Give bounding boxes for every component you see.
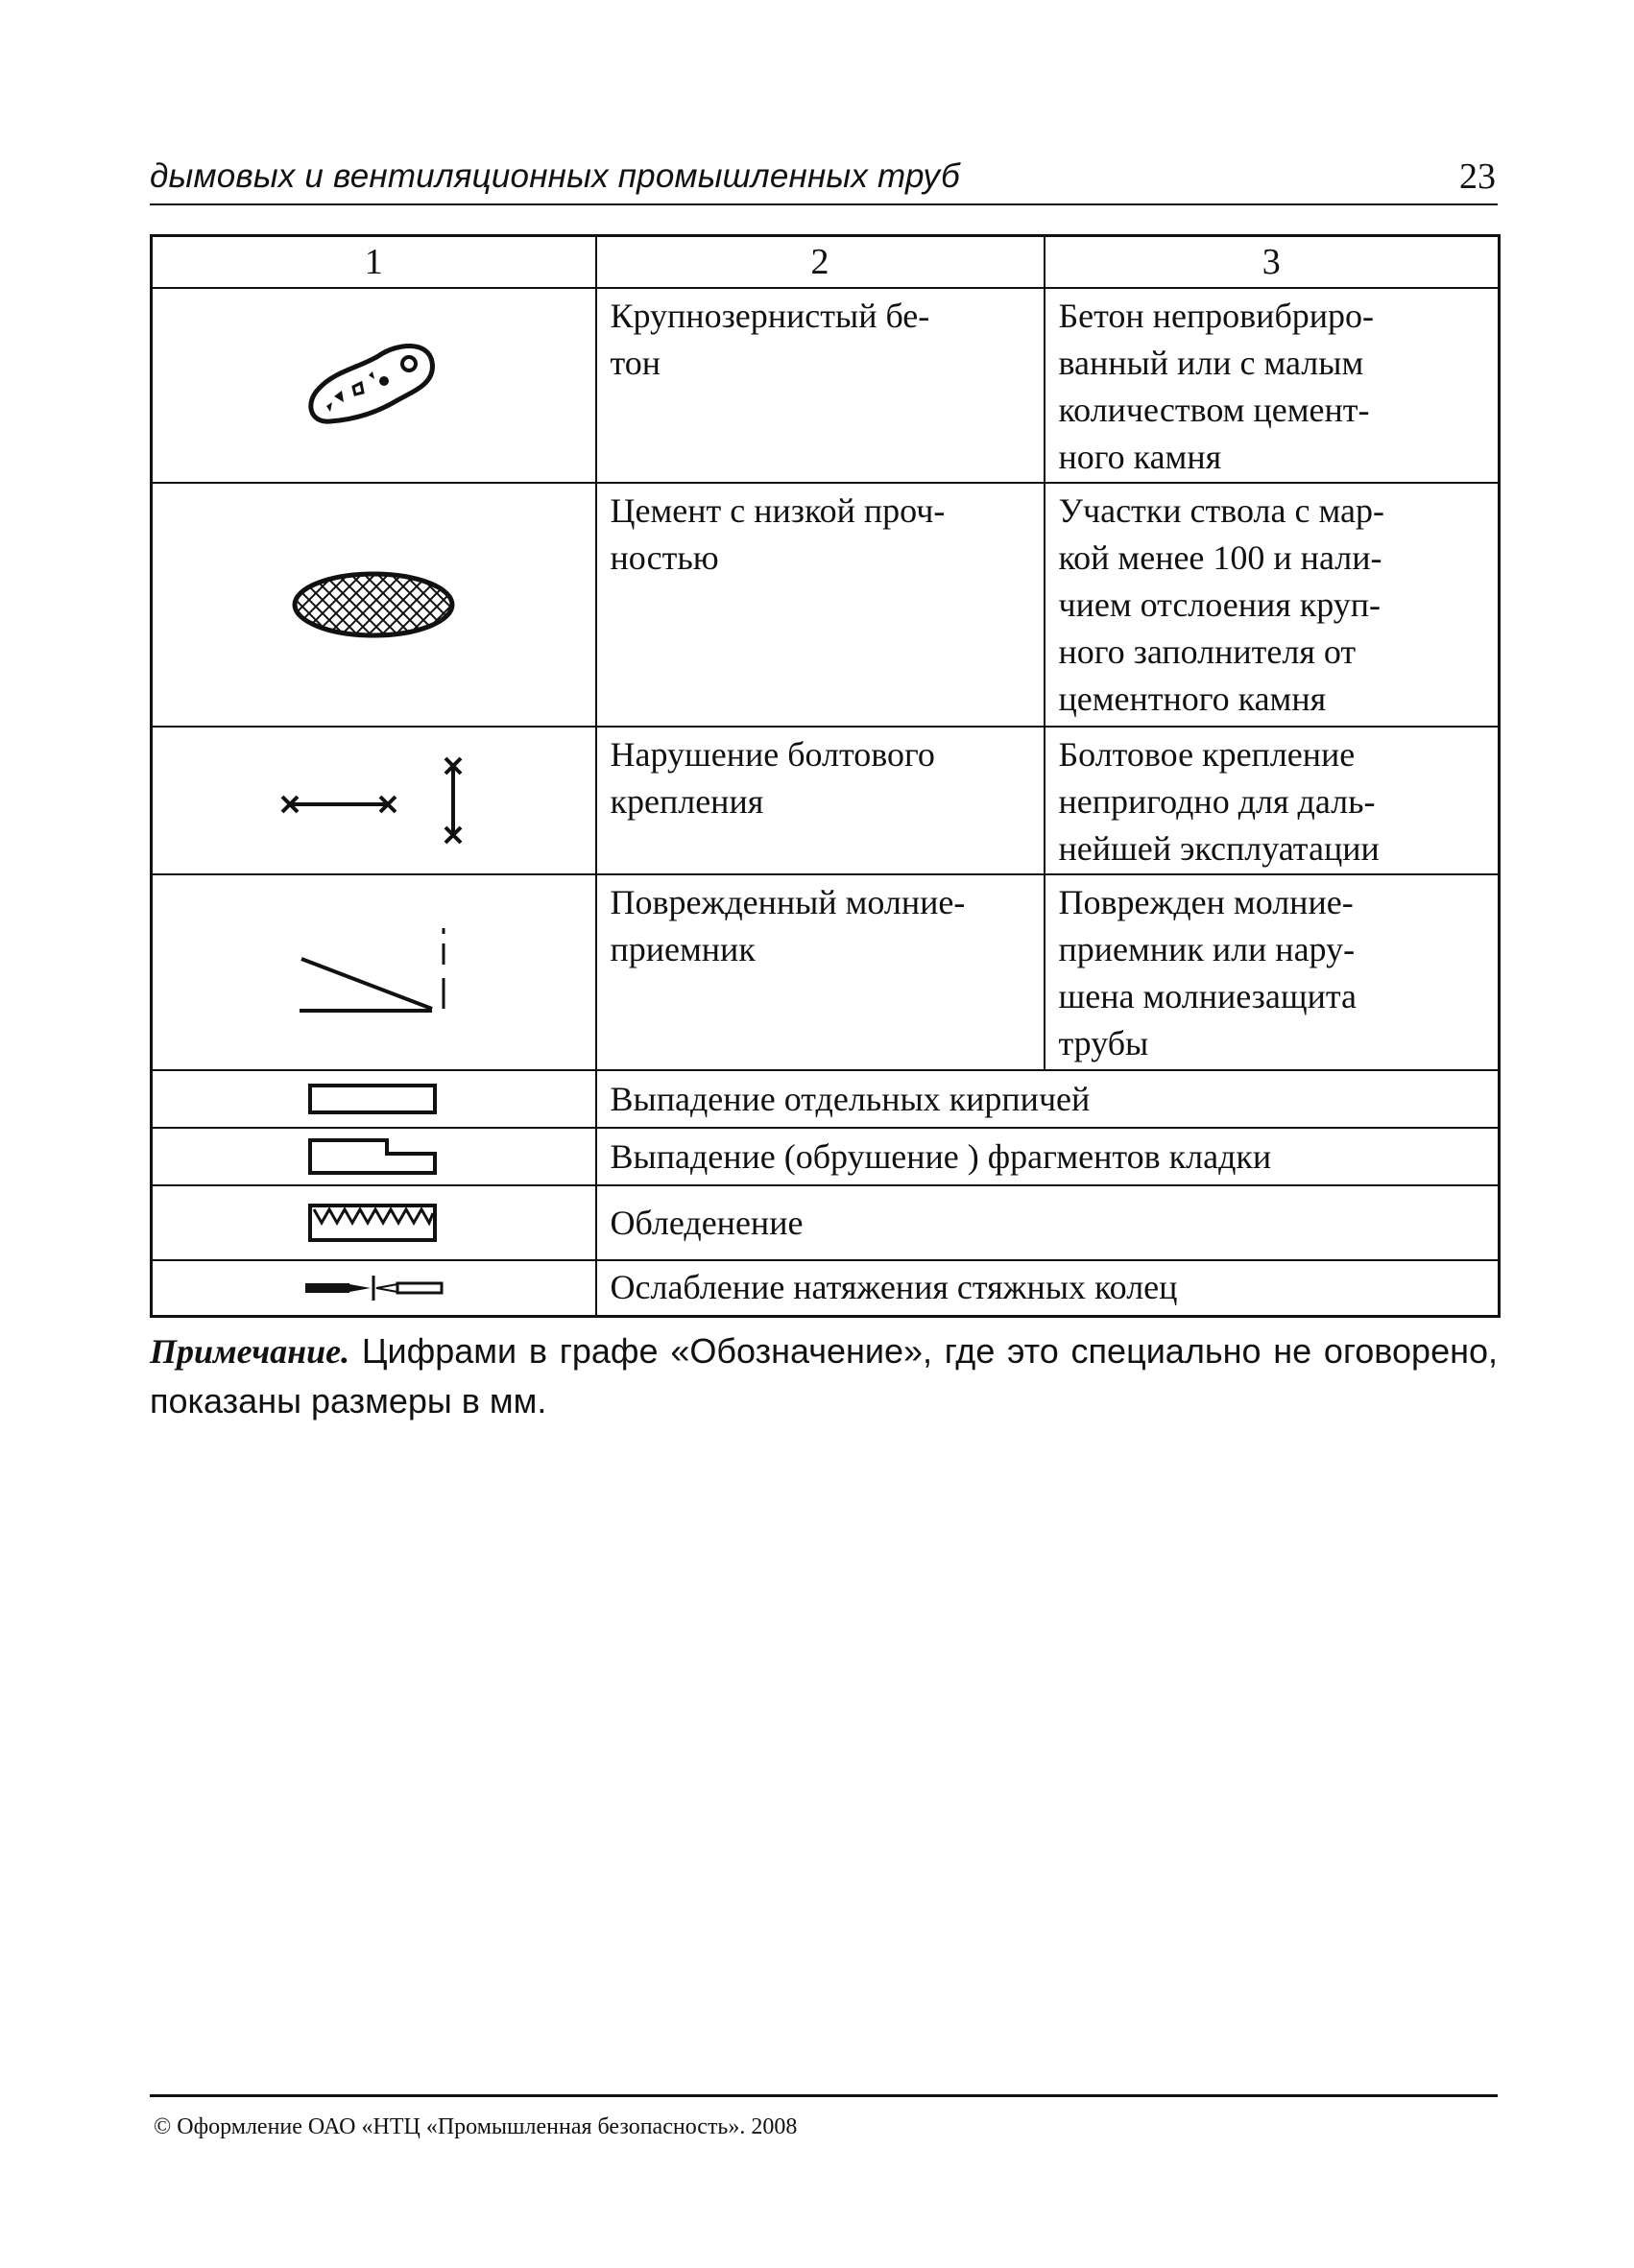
wide-text-cell: [596, 1128, 1500, 1185]
table-header-row: [152, 236, 1500, 289]
symbol-text: Обледенение: [610, 1203, 804, 1242]
table-row: [152, 727, 1500, 874]
damaged-lightning-rod-icon: [292, 924, 455, 1020]
symbol-description: Участки ствола с мар- кой менее 100 и нали- чием отслоения круп- ного заполнителя от цементного камня: [1058, 491, 1384, 718]
table-row: [152, 1260, 1500, 1316]
symbol-cell: [152, 288, 596, 483]
icing-icon: [306, 1200, 441, 1246]
symbol-cell: [152, 1185, 596, 1260]
low-strength-cement-icon: [289, 566, 458, 643]
symbol-name: Поврежденный молние- приемник: [610, 883, 966, 968]
symbol-name: Крупнозернистый бе- тон: [610, 297, 930, 382]
table-row: [152, 1185, 1500, 1260]
symbol-text: Выпадение (обрушение ) фрагментов кладки: [610, 1136, 1272, 1176]
symbol-name: Цемент с низкой проч- ностью: [610, 491, 946, 577]
running-title: дымовых и вентиляционных промышленных труб: [150, 157, 960, 195]
symbol-cell: [152, 1128, 596, 1185]
symbol-cell: [152, 1260, 596, 1316]
description-cell: [1045, 727, 1500, 874]
page-header: [150, 152, 1498, 205]
wide-text-cell: [596, 1070, 1500, 1128]
symbol-cell: [152, 874, 596, 1070]
page-footer: [150, 2094, 1498, 2139]
symbol-description: Поврежден молние- приемник или нару- шена молниезащита трубы: [1058, 883, 1357, 1062]
symbol-cell: [152, 1070, 596, 1128]
wide-text-cell: [596, 1260, 1500, 1316]
table-row: [152, 483, 1500, 727]
ring-tension-loss-icon: [301, 1274, 445, 1302]
table-row: [152, 874, 1500, 1070]
note-text: Цифрами в графе «Обозначение», где это специально не оговорено, показаны размеры в мм.: [150, 1331, 1498, 1420]
masonry-collapse-icon: [306, 1136, 441, 1177]
symbol-name: Нарушение болтового крепления: [610, 735, 935, 821]
page-number: 23: [1459, 156, 1496, 197]
symbol-cell: [152, 727, 596, 874]
name-cell: [596, 483, 1045, 727]
copyright-text: © Оформление ОАО «НТЦ «Промышленная безопасность». 2008: [154, 2114, 798, 2139]
description-cell: [1045, 874, 1500, 1070]
table-row: [152, 288, 1500, 483]
symbol-text: Выпадение отдельных кирпичей: [610, 1079, 1091, 1118]
bolt-connection-damage-icon: [273, 752, 474, 848]
name-cell: [596, 727, 1045, 874]
column-header-1: 1: [152, 236, 596, 289]
name-cell: [596, 874, 1045, 1070]
wide-text-cell: [596, 1185, 1500, 1260]
symbol-description: Болтовое крепление непригодно для даль- нейшей эксплуатации: [1058, 735, 1380, 868]
coarse-aggregate-concrete-icon: [301, 333, 445, 439]
note-label: Примечание.: [150, 1332, 350, 1371]
symbol-cell: [152, 483, 596, 727]
symbol-description: Бетон непровибриро- ванный или с малым количеством цемент- ного камня: [1058, 297, 1375, 476]
table-row: [152, 1128, 1500, 1185]
brick-loss-icon: [306, 1080, 441, 1118]
description-cell: [1045, 288, 1500, 483]
column-header-3: 3: [1045, 236, 1500, 289]
symbol-text: Ослабление натяжения стяжных колец: [610, 1268, 1178, 1307]
legend-table: [150, 234, 1501, 1318]
table-row: [152, 1070, 1500, 1128]
table-note: [150, 1326, 1498, 1426]
column-header-2: 2: [596, 236, 1045, 289]
description-cell: [1045, 483, 1500, 727]
name-cell: [596, 288, 1045, 483]
